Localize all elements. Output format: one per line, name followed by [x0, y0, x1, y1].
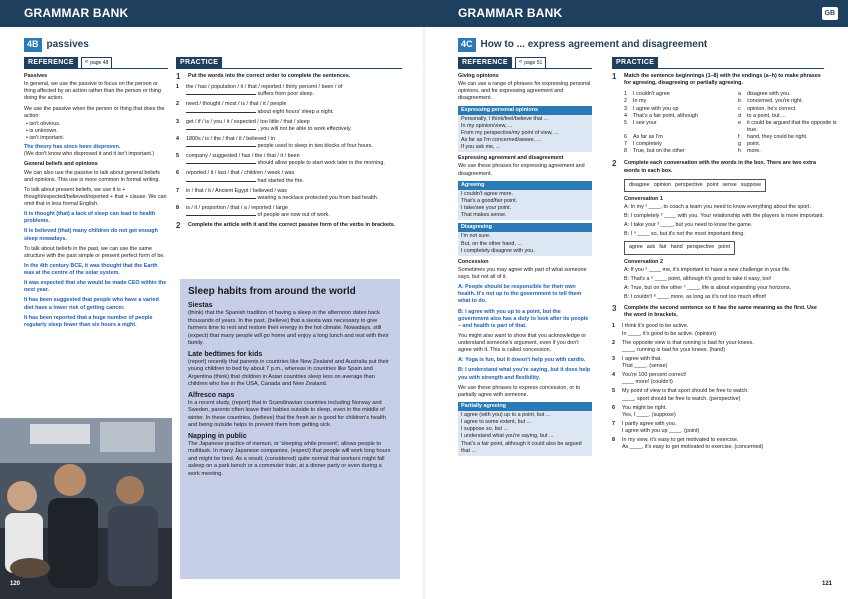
item-completion: [186, 126, 352, 133]
match-beginning: [624, 98, 734, 105]
section-heading: Giving opinions: [458, 73, 499, 79]
answer-blank[interactable]: [186, 146, 256, 147]
exercise-instruction: Complete each conversation with the words in the box. There are two extra words in each box.: [624, 160, 817, 174]
match-text: I couldn't agree: [633, 91, 670, 98]
reference-column-left: [24, 73, 168, 332]
exercise-item: [612, 356, 824, 370]
match-number: 5: [624, 119, 627, 126]
item-ending: people used to sleep in two blocks of four hours.: [256, 143, 373, 149]
item-body: [622, 405, 676, 419]
answer-blank[interactable]: [186, 181, 256, 182]
item-completion: [186, 109, 334, 116]
word-box: [624, 179, 766, 192]
match-ending: [738, 120, 838, 134]
item-number: 1: [176, 84, 179, 91]
bullet-list: [26, 121, 168, 142]
item-ending: suffers from poor sleep.: [256, 91, 315, 98]
match-ending: [738, 98, 838, 105]
match-beginning: [624, 113, 734, 120]
item-completion: As ____, it's easy to get motivated to exercise. (concerned): [622, 444, 764, 451]
word-option: perspective: [686, 244, 715, 251]
item-prompt: I think it's good to be active.: [622, 323, 689, 330]
example-sentence: B: I agree with you up to a point, but the government also has a duty to look after its people – and health is part of that.: [458, 308, 589, 329]
item-number: 8: [612, 437, 615, 444]
exercise-number: 3: [612, 304, 617, 314]
item-body: [186, 205, 330, 219]
practice-rule: [176, 68, 402, 69]
item-body: [186, 170, 304, 184]
match-text: it could be argued that the opposite is true.: [747, 119, 837, 133]
match-text: opinion, he's correct.: [747, 105, 797, 112]
item-completion: [186, 143, 373, 150]
item-body: [622, 421, 699, 435]
word-box: [624, 241, 735, 254]
exercise-number: 2: [612, 159, 617, 169]
match-ending: [738, 106, 838, 113]
article-paragraph: (report) recently that parents in countries like New Zealand and Australia put their young children to bed by about 7 p.m., whereas in countries like Spain and Argentina (think) that children in Asian countries sleep less on average than children who live in the USA, Canada and New Zealand.: [188, 358, 389, 388]
example-sentence: It has been reported that a huge number of people regularly sleep fewer than six hours a night.: [24, 314, 153, 328]
match-letter: b: [738, 98, 741, 105]
phrase-box-heading: Expressing personal opinions: [458, 106, 592, 115]
item-ending: of people are now out of work.: [256, 212, 330, 218]
phrase-line: That's a good/fair point.: [461, 197, 518, 204]
exercise-item: [612, 372, 824, 386]
exercise-2: [176, 222, 402, 230]
item-number: 2: [176, 101, 179, 108]
exercise-number: 2: [176, 221, 181, 231]
match-text: As far as I'm: [633, 134, 663, 140]
answer-blank[interactable]: [186, 163, 256, 164]
exercise-item: [176, 170, 402, 184]
reference-page-text: page 48: [90, 59, 109, 66]
exercise-item: [176, 153, 402, 167]
item-number: 3: [176, 118, 179, 125]
phrase-box: [458, 232, 592, 255]
phrase-line: That makes sense.: [461, 212, 507, 219]
practice-label: PRACTICE: [176, 57, 222, 68]
phrase-box: [458, 411, 592, 456]
phrase-line: I couldn't agree more.: [461, 190, 513, 197]
answer-blank[interactable]: [186, 112, 256, 113]
exercise-1-items: [176, 84, 402, 219]
item-prompt: My point of view is that sport should be free to watch.: [622, 388, 749, 395]
match-text: I see your: [633, 119, 657, 126]
item-ending: had started the fire.: [256, 177, 304, 184]
phrase-line: In my opinion/view, ...: [461, 122, 513, 129]
commuters-illustration: [0, 418, 172, 599]
exercise-item: [176, 119, 402, 133]
practice-column-right: [612, 72, 837, 453]
conversation-lines: [624, 204, 824, 239]
match-letter: e: [738, 119, 741, 126]
match-number: 8: [624, 148, 627, 155]
item-prompt: need / thought / most / is / that / it / people: [186, 101, 287, 108]
section-heading: Passives: [24, 73, 48, 79]
phrase-line: I agree to some extent, but ...: [461, 419, 532, 426]
conversation-title: Conversation 1: [624, 195, 663, 202]
item-body: [622, 323, 716, 337]
section-heading: Expressing agreement and disagreement: [458, 155, 564, 162]
reference-label: REFERENCE: [458, 57, 512, 68]
item-prompt: You're 100 percent correct!: [622, 372, 687, 379]
word-option: agree: [629, 244, 643, 251]
word-option: point: [718, 244, 730, 251]
book-spine: [423, 27, 425, 599]
match-beginning: [624, 91, 734, 98]
article-paragraph: In a recent study, (report) that in Scandinavian countries including Norway and Sweden, parents often leave their babies outside to sleep, even in the middle of winter. In these countries, (believe) that the fresh air is good for children's health and being outside helps to prevent them from getting sick.: [188, 399, 386, 429]
exercise-3-items: [612, 323, 824, 451]
conversation-title: Conversation 2: [624, 258, 663, 265]
match-text: True, but on the other: [633, 148, 685, 155]
item-ending: wearing a necklace protected you from bad health.: [256, 194, 379, 201]
section-heading: General beliefs and opinions: [24, 161, 98, 168]
page-number-left: 120: [10, 581, 21, 588]
word-option: hand: [670, 244, 683, 251]
article-subheading: Siestas: [188, 302, 213, 310]
body-text: Sometimes you may agree with part of what someone says, but not all of it.: [458, 266, 587, 280]
practice-tag-right: [612, 57, 658, 68]
body-text: We can also use the passive to talk about general beliefs and opinions. This use is more common in formal writing.: [24, 169, 160, 183]
phrase-line: Personally, I think/feel/believe that ...: [461, 115, 549, 122]
phrase-line: I understand what you're saying, but ...: [461, 433, 554, 440]
exercise-3: [612, 305, 824, 320]
match-beginning: [624, 134, 734, 141]
item-completion: That ____. (sense): [622, 363, 668, 369]
page-header: [0, 0, 848, 27]
item-prompt: You might be right.: [622, 404, 667, 411]
conversation-line: B: I ⁴ ____ so, but it's not the most important thing.: [624, 231, 745, 238]
reference-label: REFERENCE: [24, 57, 78, 68]
match-letter: f: [738, 134, 740, 140]
item-number: 1: [612, 323, 615, 330]
practice-column-left: [176, 73, 402, 233]
example-sentence: A: Yoga is fun, but it doesn't help you with cardio.: [458, 357, 586, 364]
bullet-item: • isn't obvious.: [26, 121, 168, 128]
match-letter: a: [738, 91, 741, 98]
item-number: 6: [612, 404, 615, 411]
phrase-line: From my perspective/my point of view, ...: [461, 129, 559, 136]
item-completion: Yes, I ____. (suppose): [622, 411, 676, 418]
exercise-1: [176, 73, 402, 81]
reference-rule: [24, 68, 168, 69]
phrase-line: As far as I'm concerned/aware, ...: [461, 137, 542, 143]
exercise-2: [612, 160, 824, 175]
item-prompt: reported / it / last / that / children / week / was: [186, 170, 295, 177]
word-option: opinion: [653, 181, 672, 188]
match-beginning: [624, 106, 734, 113]
example-sentence: In the 4th century BCE, it was thought that the Earth was at the centre of the solar system.: [24, 262, 158, 276]
match-letter: d: [738, 112, 741, 119]
conversation-line: B: I couldn't ⁸ ____ more, as long as it's not too much effort!: [624, 294, 767, 300]
item-body: [186, 153, 385, 167]
conversation-line: A: True, but on the other ⁷ ____, life is about expanding your horizons.: [624, 284, 792, 291]
exercise-instruction: Complete the second sentence so it has the same meaning as the first. Use the word in brackets.: [624, 305, 817, 319]
conversation-line: A: If you ⁵ ____ me, it's important to have a new challenge in your life.: [624, 266, 791, 273]
phrase-box-heading: Partially agreeing: [458, 402, 592, 411]
example-sentence: It is thought (that) a lack of sleep can lead to health problems.: [24, 211, 156, 225]
phrase-line: That's a fair point, although it could also be argued that ...: [461, 440, 582, 454]
matching-list: [624, 91, 837, 155]
unit-title: How to ... express agreement and disagreement: [480, 39, 708, 51]
match-text: point.: [747, 141, 761, 148]
exercise-instruction: Match the sentence beginnings (1–8) with the endings (a–h) to make phrases for agreeing, disagreeing or partially agreeing.: [624, 73, 821, 87]
item-body: [186, 119, 352, 133]
item-number: 2: [612, 339, 615, 346]
item-number: 3: [612, 355, 615, 362]
article-subheading: Napping in public: [188, 432, 247, 440]
phrase-box-heading: Agreeing: [458, 181, 592, 190]
word-option: fair: [659, 244, 667, 251]
item-ending: should allow people to start work later in the morning.: [256, 160, 385, 167]
section-heading: Concession: [458, 258, 489, 265]
body-text: We use these phrases to express concession, or to partially agree with someone.: [458, 384, 581, 398]
example-sentence: It is believed (that) many children do not get enough sleep nowadays.: [24, 228, 158, 242]
match-beginning: [624, 148, 734, 155]
match-number: 1: [624, 91, 627, 98]
match-text: I agree with you up: [633, 105, 679, 112]
item-completion: In ____, it's good to be active. (opinion): [622, 330, 716, 337]
exercise-instruction: Put the words into the correct order to complete the sentences.: [188, 73, 351, 79]
exercise-item: [612, 323, 824, 337]
exercise-item: [176, 188, 402, 202]
exercise-item: [612, 388, 824, 402]
phrase-line: But, on the other hand, ...: [461, 240, 522, 247]
bullet-item: • isn't important.: [26, 135, 168, 142]
match-ending: [738, 141, 838, 148]
item-number: 6: [176, 170, 179, 177]
word-option: point: [706, 181, 719, 188]
match-text: hand, they could be right.: [747, 134, 808, 140]
item-prompt: The opposite view is that running is bad for your knees.: [622, 339, 754, 346]
match-text: to a point, but ...: [747, 112, 786, 119]
unit-heading-right: [458, 38, 707, 52]
item-prompt: I partly agree with you.: [622, 420, 677, 427]
match-number: 4: [624, 112, 627, 119]
phrase-line: If you ask me, ...: [461, 144, 501, 151]
exercise-item: [176, 136, 402, 150]
item-completion: I agree with you up ____. (point): [622, 428, 700, 434]
example-note: (We don't know who disproved it and it isn't important.): [24, 151, 155, 158]
item-number: 7: [176, 187, 179, 194]
answer-blank[interactable]: [186, 198, 256, 199]
match-ending: [738, 91, 838, 98]
match-number: 6: [624, 134, 627, 140]
section-tab[interactable]: GB: [822, 7, 839, 20]
item-prompt: I agree with that.: [622, 355, 662, 362]
answer-blank[interactable]: [186, 94, 256, 95]
reference-page-text: page 51: [524, 59, 543, 66]
item-number: 4: [612, 372, 615, 379]
item-number: 5: [176, 153, 179, 160]
item-prompt: company / suggested / has / the / that / it / been: [186, 153, 300, 160]
phrase-line: I agree (with you) up to a point, but ...: [461, 412, 551, 418]
item-prompt: 1800s / is / the / that / it / believed / in: [186, 135, 275, 142]
exercise-number: 1: [176, 72, 181, 81]
conversation-line: A: I take your ³ ____, but you need to know the game.: [624, 222, 753, 229]
practice-rule: [612, 68, 824, 69]
item-prompt: the / has / population / it / that / reported / thirty percent / been / of: [186, 84, 343, 91]
word-option: suppose: [740, 181, 762, 188]
answer-blank[interactable]: [186, 215, 256, 216]
sleep-habits-article: [180, 279, 400, 579]
match-text: In my: [633, 98, 647, 105]
conversation-line: B: That's a ⁶ ____ point, although it's good to take it easy, too!: [624, 275, 772, 282]
body-text: To talk about beliefs in the past, we can use the same structure with the past simple or present perfect form of be.: [24, 245, 165, 259]
example-sentence: A: People should be responsible for their own health. It's not up to the government to tell them what to do.: [458, 284, 582, 305]
match-letter: h: [738, 148, 741, 155]
match-number: 2: [624, 98, 627, 105]
item-body: [622, 356, 667, 370]
item-ending: , you will not be able to work effectively.: [256, 125, 352, 132]
word-option: sense: [722, 181, 737, 188]
example-sentence: It has been suggested that people who have a varied diet have a lower risk of getting cancer.: [24, 297, 159, 311]
answer-blank[interactable]: [186, 129, 256, 130]
example-sentence: It was expected that she would be made CEO within the next year.: [24, 280, 167, 294]
body-text: We use these phrases for expressing agreement and disagreement.: [458, 163, 585, 177]
unit-badge: 4C: [458, 38, 476, 52]
match-text: I completely: [633, 141, 662, 148]
item-completion: ____ more! (couldn't): [622, 379, 673, 386]
match-ending: [738, 148, 838, 155]
exercise-item: [176, 205, 402, 219]
phrase-box: [458, 190, 592, 221]
reference-column-right: [458, 73, 592, 459]
conversations: [624, 179, 824, 302]
item-number: 4: [176, 135, 179, 142]
word-option: disagree: [629, 181, 650, 188]
item-body: [622, 437, 763, 451]
item-number: 7: [612, 420, 615, 427]
conversation-line: A: In my ¹ ____, to coach a team you need to know everything about the sport.: [624, 203, 811, 210]
body-text: In general, we use the passive to focus on the person or thing affected by an action rather than the person or thing doing the action.: [24, 81, 161, 102]
match-text: more.: [747, 148, 761, 155]
exercise-item: [612, 340, 824, 354]
item-ending: about eight hours' sleep a night.: [256, 108, 334, 115]
item-prompt: is / it / proportion / that / a / reported / large: [186, 204, 288, 211]
phrase-line: I take/see your point.: [461, 205, 512, 211]
match-ending: [738, 113, 838, 120]
article-paragraph: The Japanese practice of inemuri, or 'sleeping while present', allows people to multitask. In many Japanese companies, (expect) that people will work long hours and might be tired. As a result, (considered) quite normal that workers might fall asleep on a park bench or a commuter train, at a dinner party or even during a work meeting.: [188, 440, 391, 477]
match-text: disagree with you.: [747, 91, 791, 98]
item-completion: [186, 178, 304, 185]
item-completion: ____, sport should be free to watch. (perspective): [622, 395, 741, 402]
unit-title: passives: [46, 39, 89, 51]
item-body: [622, 388, 749, 402]
item-completion: [186, 195, 378, 202]
item-number: 5: [612, 388, 615, 395]
phrase-line: I suppose so, but ...: [461, 426, 509, 433]
commuters-photo: [0, 418, 172, 599]
match-beginning: [624, 120, 734, 134]
item-prompt: In my view, it's easy to get motivated to exercise.: [622, 437, 739, 444]
item-body: [186, 84, 342, 98]
item-prompt: in / that / it / Ancient Egypt / believed / was: [186, 187, 287, 194]
match-number: 3: [624, 105, 627, 112]
phrase-line: I completely disagree with you.: [461, 247, 535, 254]
phrase-box: [458, 115, 592, 153]
item-body: [622, 372, 686, 386]
match-beginning: [624, 141, 734, 148]
article-subheading: Late bedtimes for kids: [188, 350, 263, 358]
phrase-line: I'm not sure.: [461, 233, 491, 240]
example-sentence: The theory has since been disproven.: [24, 144, 121, 151]
conversation-line: B: I completely ² ____ with you. Your relationship with the players is more important.: [624, 213, 824, 219]
body-text: To talk about present beliefs, we use it is + thought/expected/believed/reported + that + clause. We can omit that in less formal English.: [24, 186, 167, 207]
exercise-1: [612, 73, 824, 88]
item-completion: [186, 212, 330, 219]
item-completion: ____, running is bad for your knees. (hand): [622, 346, 726, 353]
page-number-right: 121: [822, 581, 833, 588]
match-text: That's a fair point, although: [633, 112, 698, 119]
article-paragraph: (think) that the Spanish tradition of having a sleep in the afternoon dates back thousands of years. In the past, (believe) that a siesta was necessary to give farmers time to rest and restore their energy in the hot climate. Nowadays, still (expect) that many people will go home and enjoy a long lunch and rest with their family.: [188, 310, 389, 347]
article-subheading: Alfresco naps: [188, 391, 235, 399]
practice-label: PRACTICE: [612, 57, 658, 68]
match-letter: g: [738, 141, 741, 148]
body-text: We can use a range of phrases for expressing personal opinions, and for expressing agreement and disagreement.: [458, 81, 591, 102]
match-ending: [738, 134, 838, 141]
match-text: concerned, you're right.: [747, 98, 804, 105]
double-left-arrow-icon: «: [84, 59, 89, 65]
phrase-box-heading: Disagreeing: [458, 223, 592, 232]
item-body: [186, 188, 378, 202]
bullet-item: • is unknown.: [26, 128, 168, 135]
match-number: 7: [624, 141, 627, 148]
header-title-right: GRAMMAR BANK: [458, 6, 563, 20]
practice-tag-left: [176, 57, 222, 68]
body-text: We use the passive when the person or thing that does the action:: [24, 105, 165, 119]
unit-heading-left: [24, 38, 89, 52]
body-text: You might also want to show that you acknowledge or understand someone's argument, even if you don't agree with it. This is called concession.: [458, 332, 587, 354]
exercise-number: 1: [612, 72, 617, 81]
word-option: ask: [646, 244, 656, 251]
exercise-instruction: Complete the article with it and the correct passive form of the verbs in brackets.: [188, 222, 396, 229]
match-letter: c: [738, 105, 741, 112]
header-title-left: GRAMMAR BANK: [24, 6, 129, 20]
item-prompt: get / if / is / you / it / expected / too little / that / sleep: [186, 118, 310, 125]
item-completion: [186, 160, 385, 167]
double-left-arrow-icon: «: [518, 59, 523, 65]
exercise-item: [176, 84, 402, 98]
example-sentence: B: I understand what you're saying, but it does help you with strength and flexibility.: [458, 367, 591, 381]
article-title: Sleep habits from around the world: [188, 286, 356, 297]
exercise-item: [612, 421, 824, 435]
item-body: [186, 101, 334, 115]
reference-rule: [458, 68, 592, 69]
exercise-item: [612, 405, 824, 419]
conversation-lines: [624, 267, 824, 302]
exercise-item: [176, 101, 402, 115]
item-completion: [186, 91, 342, 98]
exercise-item: [612, 437, 824, 451]
item-number: 8: [176, 204, 179, 211]
item-body: [622, 340, 754, 354]
unit-badge: 4B: [24, 38, 42, 52]
item-body: [186, 136, 373, 150]
word-option: perspective: [675, 181, 703, 188]
